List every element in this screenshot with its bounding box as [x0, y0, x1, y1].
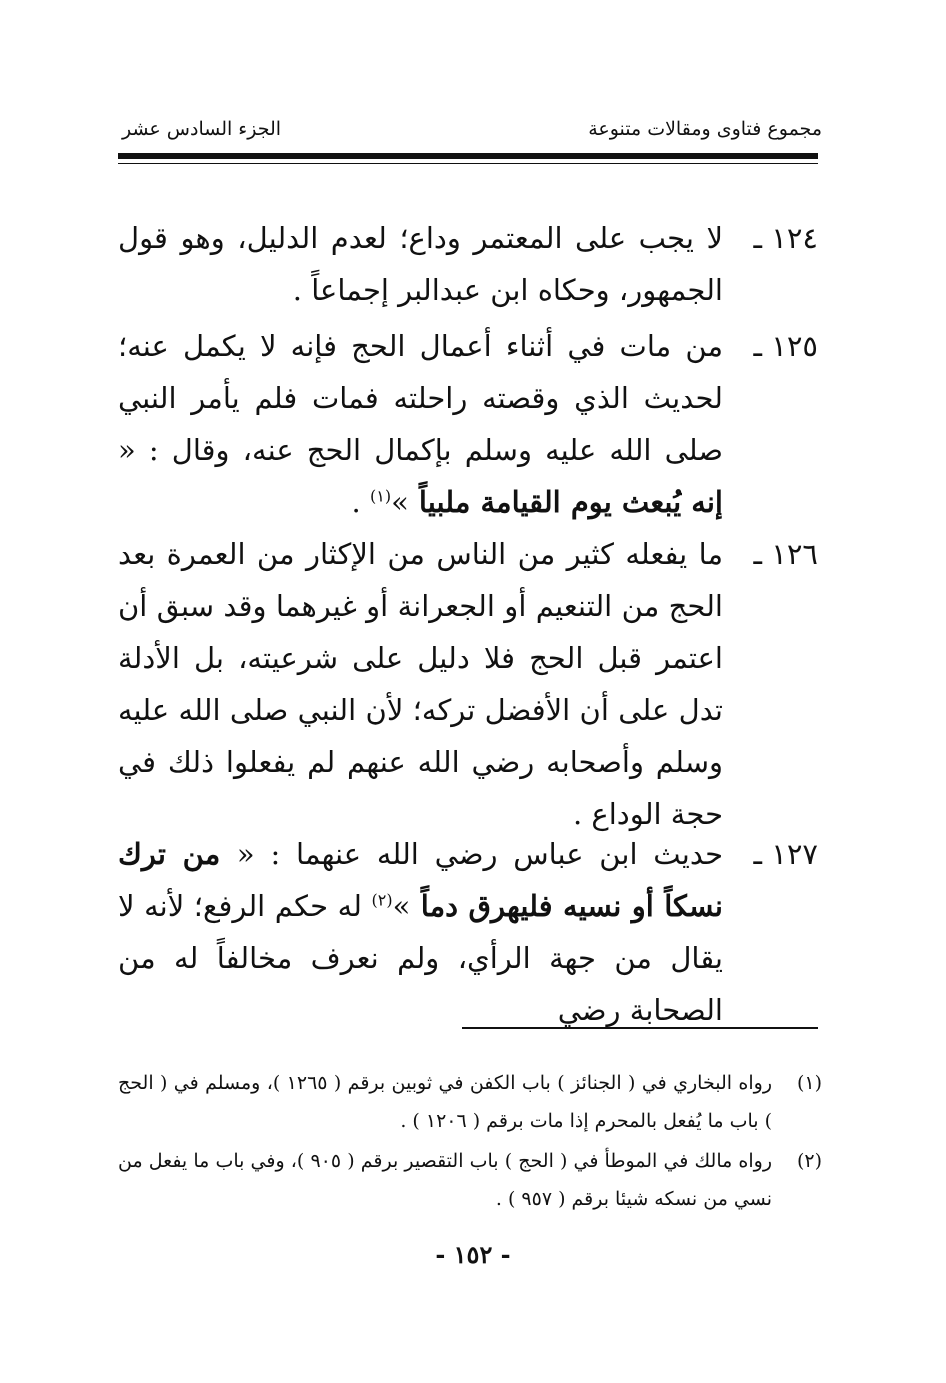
- hadith-quote: إنه يُبعث يوم القيامة ملبياً: [408, 485, 723, 519]
- header-rule-thin: [118, 163, 818, 164]
- item-number: ١٢٥ ـ: [753, 329, 818, 363]
- closing-quote-mark: »: [392, 889, 411, 923]
- footnote-ref-1[interactable]: (١): [369, 486, 392, 506]
- item-text: لا يجب على المعتمر وداع؛ لعدم الدليل، وهو قول الجمهور، وحكاه ابن عبدالبر إجماعاً .: [118, 221, 723, 307]
- item-number: ١٢٦ ـ: [753, 537, 818, 571]
- footnote-text: رواه البخاري في ( الجنائز ) باب الكفن في ثوبين برقم ( ١٢٦٥ )، ومسلم في ( الحج ) باب ما يُفعل بالمحرم إذا مات برقم ( ١٢٠٦ ) .: [118, 1072, 772, 1132]
- footnote-number: (١): [796, 1072, 822, 1094]
- item-text-after: له حكم الرفع؛ لأنه لا يقال من جهة الرأي، ولم نعرف مخالفاً له من الصحابة رضي: [118, 889, 723, 1027]
- numbered-item-124: [118, 212, 818, 316]
- numbered-item-126: [118, 528, 818, 840]
- item-text: [118, 320, 723, 528]
- footnote-1: [118, 1064, 822, 1140]
- item-text: ما يفعله كثير من الناس من الإكثار من العمرة بعد الحج من التنعيم أو الجعرانة أو غيرهما وقد سبق أن اعتمر قبل الحج فلا دليل على شرعيته، بل الأدلة تدل على أن الأفضل تركه؛ لأن النبي صلى الله عليه وسلم وأصحابه رضي الله عنهم لم يفعلوا ذلك في حجة الوداع .: [118, 537, 723, 831]
- item-text-before: من مات في أثناء أعمال الحج فإنه لا يكمل عنه؛ لحديث الذي وقصته راحلته فمات فلم يأمر النبي صلى الله عليه وسلم بإكمال الحج عنه، وقال : «: [118, 329, 723, 467]
- item-text: [118, 828, 723, 1036]
- footnote-text: رواه مالك في الموطأ في ( الحج ) باب التقصير برقم ( ٩٠٥ )، وفي باب ما يفعل من نسي من نسكه شيئا برقم ( ٩٥٧ ) .: [118, 1150, 772, 1210]
- hadith-quote: من ترك نسكاً أو نسيه فليهرق دماً: [118, 837, 723, 923]
- header-rule-thick: [118, 153, 818, 159]
- item-text-after: .: [351, 485, 370, 519]
- footnote-number: (٢): [796, 1150, 822, 1172]
- footnote-2: [118, 1142, 822, 1218]
- running-header-part: الجزء السادس عشر: [122, 118, 282, 140]
- item-number: ١٢٤ ـ: [753, 221, 818, 255]
- footnote-ref-2[interactable]: (٢): [371, 890, 393, 910]
- numbered-item-125: [118, 320, 818, 528]
- footnote-separator: [462, 1027, 818, 1029]
- item-number: ١٢٧ ـ: [753, 837, 818, 871]
- page-number: - ١٥٢ -: [435, 1240, 511, 1269]
- closing-quote-mark: »: [391, 485, 409, 519]
- running-header-title: مجموع فتاوى ومقالات متنوعة: [588, 118, 822, 140]
- numbered-item-127: [118, 828, 818, 1036]
- item-text-before: حديث ابن عباس رضي الله عنهما : «: [236, 837, 723, 871]
